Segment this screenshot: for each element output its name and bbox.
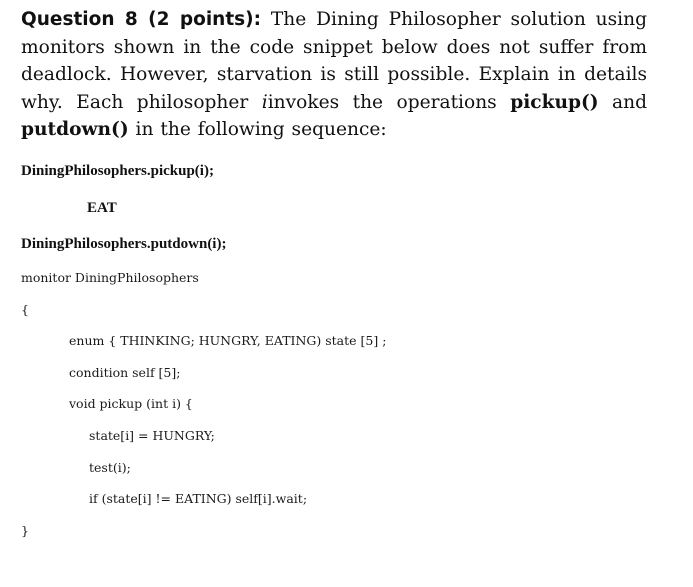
- pickup-operation-name: pickup(): [510, 91, 599, 113]
- putdown-call-line: DiningPhilosophers.putdown(i);: [21, 236, 227, 252]
- question-text-1: The Dining Philosopher solution using monitors shown in the code snippet below does not suffer from deadlock. However, starvation is still possible. Explain in details why. Each philosopher: [21, 9, 647, 113]
- question-text-3: and: [598, 91, 648, 113]
- philosopher-index-variable: i: [261, 91, 268, 113]
- question-paragraph: [21, 6, 647, 144]
- pickup-call-line: DiningPhilosophers.pickup(i);: [21, 163, 214, 179]
- question-text-2: invokes the operations: [267, 91, 511, 113]
- if-wait-line: if (state[i] != EATING) self[i].wait;: [89, 491, 308, 506]
- putdown-operation-name: putdown(): [21, 119, 129, 140]
- monitor-open-brace: {: [21, 302, 29, 317]
- condition-self-line: condition self [5];: [69, 365, 181, 380]
- pickup-function-declaration: void pickup (int i) {: [69, 396, 193, 411]
- eat-line: EAT: [87, 200, 117, 216]
- question-text-4: in the following sequence:: [128, 119, 387, 140]
- monitor-close-brace: }: [21, 523, 29, 538]
- question-label: Question 8 (2 points):: [21, 9, 262, 30]
- test-call-line: test(i);: [89, 460, 131, 475]
- enum-state-line: enum { THINKING; HUNGRY, EATING) state [5] ;: [69, 333, 387, 348]
- state-hungry-assignment: state[i] = HUNGRY;: [89, 428, 215, 443]
- monitor-declaration-line: monitor DiningPhilosophers: [21, 270, 199, 285]
